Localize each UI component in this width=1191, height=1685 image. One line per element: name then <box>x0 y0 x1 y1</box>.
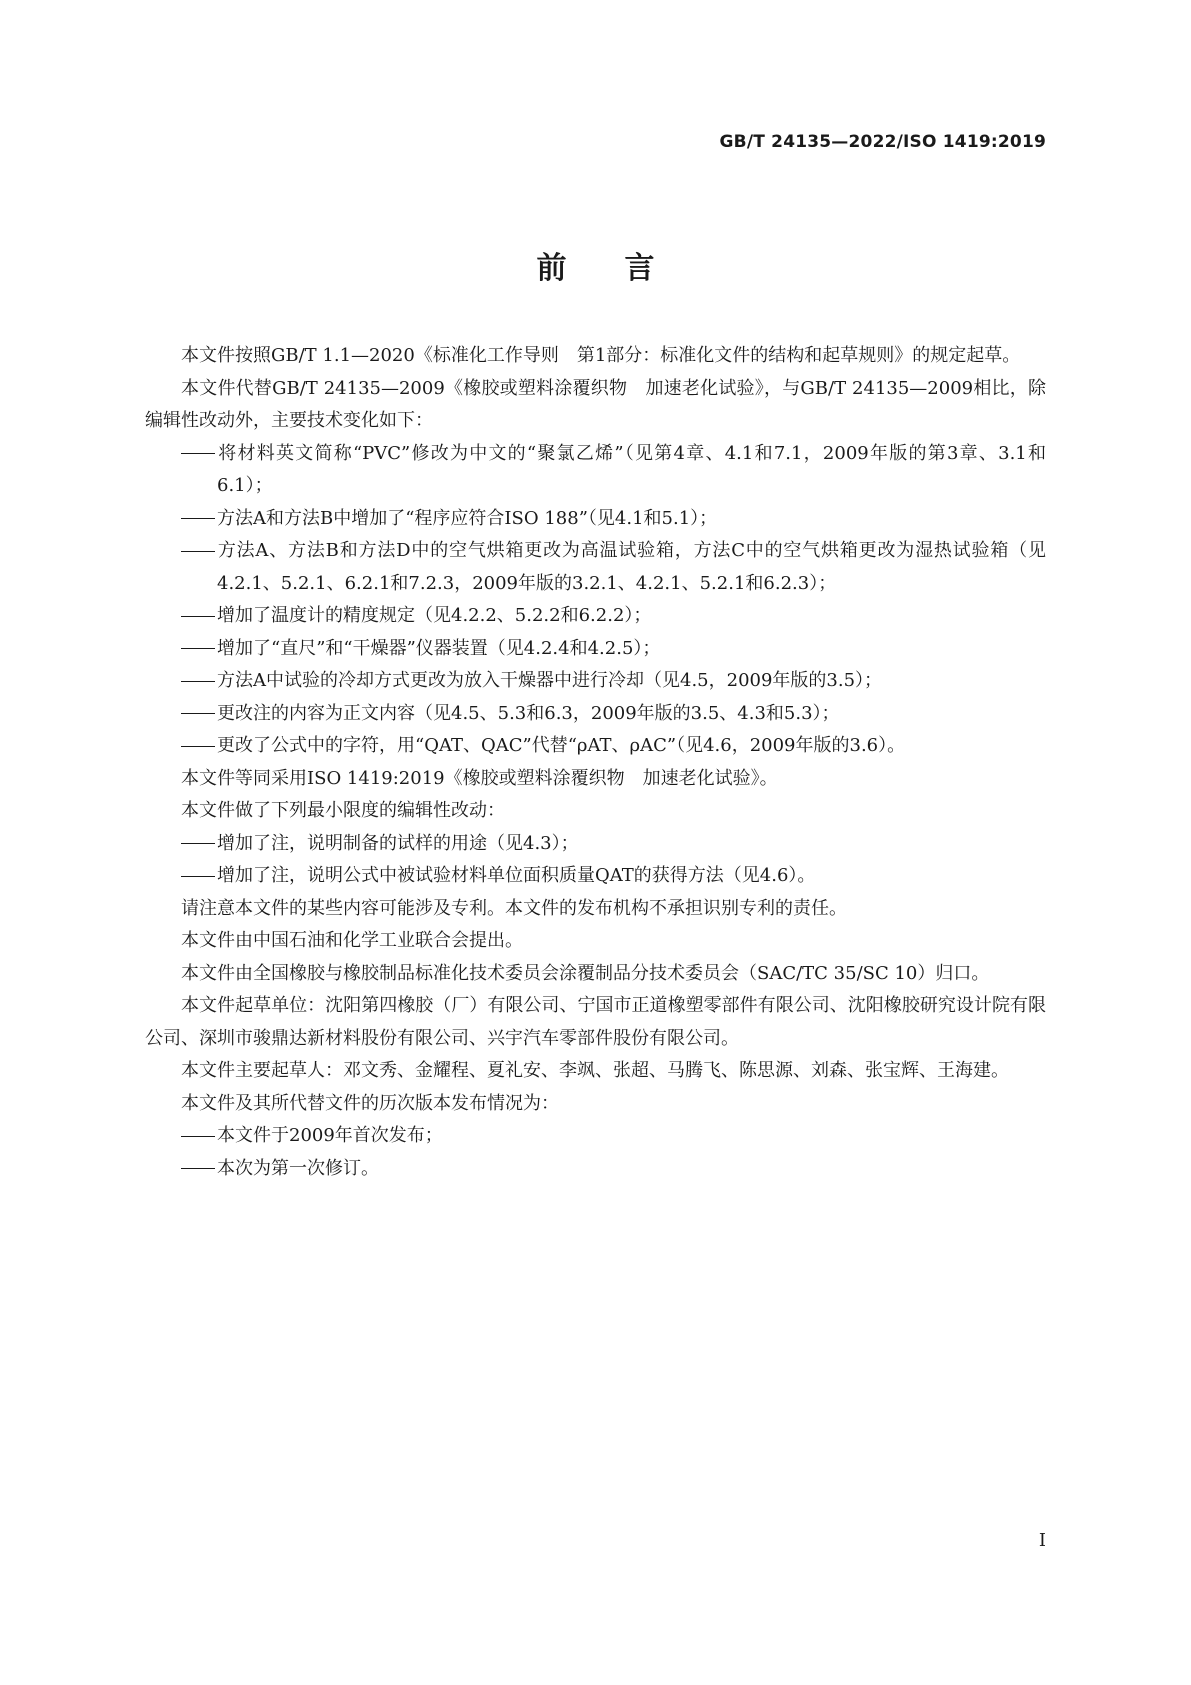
dash-marker <box>181 860 217 893</box>
list-item-text: 方法A、方法B和方法D中的空气烘箱更改为高温试验箱，方法C中的空气烘箱更改为湿热试验箱（见4.2.1、5.2.1、6.2.1和7.2.3，2009年版的3.2.1、4.2.1、5.2.1和6.2.3）； <box>217 540 1046 594</box>
list-item <box>145 860 1046 893</box>
list-item-text: 本次为第一次修订。 <box>217 1157 379 1179</box>
list-item-text: 更改注的内容为正文内容（见4.5、5.3和6.3，2009年版的3.5、4.3和5.3）； <box>217 702 840 724</box>
paragraph: 本文件主要起草人：邓文秀、金耀程、夏礼安、李飒、张超、马腾飞、陈思源、刘森、张宝辉、王海建。 <box>181 1060 1009 1081</box>
list-item <box>145 600 1046 633</box>
list-item-text: 增加了注，说明公式中被试验材料单位面积质量QAT的获得方法（见4.6）。 <box>217 865 816 886</box>
paragraph: 本文件等同采用ISO 1419:2019《橡胶或塑料涂覆织物 加速老化试验》。 <box>181 767 778 789</box>
paragraph: 本文件起草单位：沈阳第四橡胶（厂）有限公司、宁国市正道橡塑零部件有限公司、沈阳橡胶研究设计院有限公司、深圳市骏鼎达新材料股份有限公司、兴宇汽车零部件股份有限公司。 <box>145 995 1046 1049</box>
list-item-text: 本文件于2009年首次发布； <box>217 1125 443 1146</box>
page-title: 前言 <box>536 251 713 286</box>
dash-marker <box>181 698 217 731</box>
paragraph: 请注意本文件的某些内容可能涉及专利。本文件的发布机构不承担识别专利的责任。 <box>181 897 847 919</box>
list-item-text: 方法A中试验的冷却方式更改为放入干燥器中进行冷却（见4.5，2009年版的3.5）； <box>217 670 883 691</box>
page-number: I <box>1038 1530 1046 1551</box>
paragraph: 本文件代替GB/T 24135—2009《橡胶或塑料涂覆织物 加速老化试验》，与GB/T 24135—2009相比，除编辑性改动外，主要技术变化如下： <box>145 377 1046 431</box>
paragraph: 本文件做了下列最小限度的编辑性改动： <box>181 800 505 821</box>
list-item-text: 增加了温度计的精度规定（见4.2.2、5.2.2和6.2.2）； <box>217 605 652 626</box>
dash-marker <box>181 1120 217 1153</box>
paragraph: 本文件及其所代替文件的历次版本发布情况为： <box>181 1092 559 1114</box>
dash-marker <box>181 633 217 666</box>
dash-marker <box>181 730 217 763</box>
list-item <box>145 1120 1046 1153</box>
dash-marker <box>181 828 217 861</box>
list-item <box>145 1153 1046 1186</box>
list-item-text: 将材料英文简称“PVC”修改为中文的“聚氯乙烯”（见第4章、4.1和7.1，2009年版的第3章、3.1和6.1）； <box>217 442 1046 496</box>
list-item <box>145 828 1046 861</box>
dash-marker <box>181 438 217 471</box>
list-item-text: 更改了公式中的字符，用“QAT、QAC”代替“ρAT、ρAC”（见4.6，2009年版的3.6）。 <box>217 735 906 756</box>
dash-marker <box>181 503 217 536</box>
list-item <box>145 730 1046 763</box>
dash-marker <box>181 600 217 633</box>
list-item-text: 增加了“直尺”和“干燥器”仪器装置（见4.2.4和4.2.5）； <box>217 637 661 659</box>
document-standard-id: GB/T 24135—2022/ISO 1419:2019 <box>719 132 1046 152</box>
list-item <box>145 698 1046 731</box>
paragraph: 本文件由中国石油和化学工业联合会提出。 <box>181 930 523 951</box>
dash-marker <box>181 535 217 568</box>
foreword-body <box>145 340 1046 1185</box>
list-item <box>145 503 1046 536</box>
list-item-text: 增加了注，说明制备的试样的用途（见4.3）； <box>217 832 579 854</box>
dash-marker <box>181 665 217 698</box>
list-item-text: 方法A和方法B中增加了“程序应符合ISO 188”（见4.1和5.1）； <box>217 507 718 529</box>
list-item <box>145 633 1046 666</box>
dash-marker <box>181 1153 217 1186</box>
paragraph: 本文件由全国橡胶与橡胶制品标准化技术委员会涂覆制品分技术委员会（SAC/TC 35/SC 10）归口。 <box>181 962 990 984</box>
paragraph: 本文件按照GB/T 1.1—2020《标准化工作导则 第1部分：标准化文件的结构和起草规则》的规定起草。 <box>181 345 1021 366</box>
list-item <box>145 665 1046 698</box>
list-item <box>145 535 1046 600</box>
list-item <box>145 438 1046 503</box>
